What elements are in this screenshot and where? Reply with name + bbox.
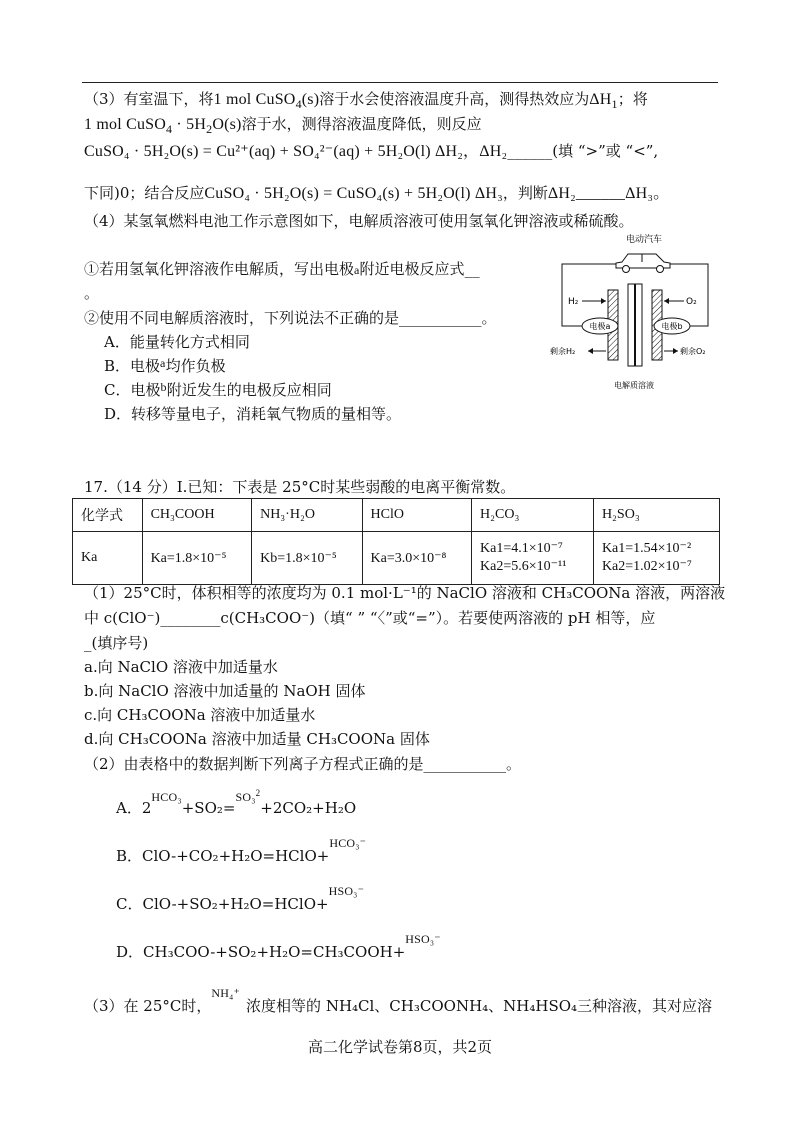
- q17-choice-a: a.向 NaClO 溶液中加适量水: [84, 658, 278, 676]
- q3-line1: [84, 88, 648, 112]
- q4-option-b-text: 均作负极: [165, 357, 226, 375]
- wire-right: [670, 264, 708, 326]
- q3-sub: 4: [295, 97, 302, 112]
- fuel-cell-diagram: [548, 232, 720, 400]
- car-icon: [616, 254, 670, 273]
- rem-o2-label: 剩余O₂: [680, 347, 706, 356]
- q17-p1-line2: 中 c(ClO⁻)________c(CH₃COO⁻)（填“ ” “〈”或“=”）。若要使两溶液的 pH 相等，应: [84, 609, 656, 627]
- q4-sub1-text-c: 附近电极反应式: [359, 260, 465, 278]
- electrode-b-label: 电极b: [661, 322, 683, 331]
- q17-option-a: [116, 788, 356, 818]
- table-cell: Kb=1.8×10⁻⁵: [252, 532, 362, 585]
- q17-option-a-ion2: [235, 790, 260, 804]
- q17-option-a-ion: HCO₃: [151, 790, 182, 804]
- q4-option-b: [104, 355, 226, 376]
- q4-option-c-symbol: b: [160, 380, 167, 394]
- q4-option-c: [104, 379, 332, 400]
- q3-reaction-2: CuSO₄ · 5H₂O(s) = CuSO₄(s) + 5H₂O(l) ΔH₃: [204, 185, 503, 202]
- q17-option-d-text: D．CH₃COO-+SO₂+H₂O=CH₃COOH+: [116, 943, 406, 961]
- q3-line1-text-e: 溶于水会使溶液温度升高，测得热效应为: [319, 90, 590, 108]
- table-header-cell: H₂CO₃: [472, 499, 594, 532]
- q3-dh1-sub: 1: [611, 97, 618, 112]
- table-cell-h2co3: [472, 532, 594, 585]
- rem-h2-label: 剩余H₂: [550, 347, 576, 356]
- electrode-a-label: 电极a: [589, 322, 611, 331]
- q17-option-b-text: B．ClO-+CO₂+H₂O=HClO+: [116, 847, 330, 865]
- q3-line3: [84, 138, 658, 161]
- h2-input-label: H₂: [568, 297, 579, 307]
- q17-option-c-ion: HSO₃⁻: [328, 884, 365, 898]
- q3-sub: 4: [166, 122, 173, 137]
- q17-heading: 17.（14 分）Ⅰ.已知：下表是 25°C时某些弱酸的电离平衡常数。: [84, 478, 516, 496]
- table-cell-line: Ka2=5.6×10⁻¹¹: [480, 559, 567, 574]
- q17-choice-b: b.向 NaClO 溶液中加适量的 NaOH 固体: [84, 682, 366, 700]
- table-header-cell: 化学式: [73, 499, 143, 532]
- q3-formula-part: · 5H: [172, 116, 207, 133]
- q4-sub2: ②使用不同电解质溶液时，下列说法不正确的是___________。: [84, 309, 497, 327]
- table-cell-line: Ka1=4.1×10⁻⁷: [480, 541, 563, 556]
- q4-sub1-blank: __: [464, 260, 480, 278]
- q17-option-d: [116, 932, 441, 962]
- q3-state: (s): [301, 91, 320, 108]
- q3-line4-text-b: ，判断: [502, 184, 548, 202]
- table-row-label: Ka: [73, 532, 143, 585]
- fuel-cell-svg: [548, 232, 720, 400]
- table-cell-line: Ka2=1.02×10⁻⁷: [601, 559, 692, 574]
- q4-option-c-prefix: C．电极: [104, 381, 161, 399]
- table-cell: Ka=1.8×10⁻⁵: [142, 532, 252, 585]
- table-cell: Ka=3.0×10⁻⁸: [362, 532, 472, 585]
- q17-p1-line1: （1）25°C时，体积相等的浓度均为 0.1 mol·L⁻¹的 NaClO 溶液和 CH₃COONa 溶液，两溶液: [84, 584, 726, 602]
- q17-p3-text: 浓度相等的 NH₄Cl、CH₃COONH₄、NH₄HSO₄三种溶液，其对应溶: [246, 997, 713, 1015]
- q3-dh2: ，ΔH₂: [463, 143, 508, 160]
- q17-option-a-prefix: A．2: [116, 799, 152, 817]
- table-header-cell: HClO: [362, 499, 472, 532]
- page-footer: 高二化学试卷第8页，共2页: [307, 1038, 493, 1056]
- q4-sub1-end: 。: [84, 284, 100, 302]
- table-row: [73, 532, 720, 585]
- q17-option-b-ion: HCO₃⁻: [329, 836, 367, 850]
- q17-p1-line3: _(填序号): [84, 634, 149, 652]
- table-header-cell: CH₃COOH: [142, 499, 252, 532]
- q4-intro: （4）某氢氧燃料电池工作示意图如下，电解质溶液可使用氢氧化钾溶液或稀硫酸。: [84, 212, 634, 230]
- ka-table: [72, 498, 720, 585]
- electrolyte-label: 电解质溶液: [614, 381, 654, 390]
- q3-compare-blank: ΔH₂______ΔH₃。: [547, 185, 670, 202]
- q4-sub1-text: ①若用氢氧化钾溶液作电解质，写出电极: [84, 260, 355, 278]
- q3-state: O(s): [212, 116, 242, 133]
- q3-fill-blank-1: ______(填 “>”或 “<”,: [507, 142, 659, 160]
- q3-formula-part: 1 mol CuSO: [213, 91, 296, 108]
- q4-sub1: [84, 258, 480, 279]
- q3-line4-text-a: 下同)0；结合反应: [84, 184, 205, 202]
- q17-choice-d: d.向 CH₃COONa 溶液中加适量 CH₃COONa 固体: [84, 730, 430, 748]
- q3-formula-cuso4: [213, 91, 320, 112]
- q3-dh1: [589, 91, 618, 112]
- table-header-cell: H₂SO₃: [593, 499, 719, 532]
- q3-line4: [84, 180, 669, 203]
- q17-option-c: [116, 884, 364, 914]
- q3-line2: [84, 113, 482, 137]
- q17-ion-base: SO₃: [235, 790, 256, 804]
- car-label: 电动汽车: [625, 235, 663, 245]
- q4-option-b-prefix: B．电极: [104, 357, 161, 375]
- q4-option-c-text: 附近发生的电极反应相同: [166, 381, 332, 399]
- table-cell-h2so3: [593, 532, 719, 585]
- q17-p3: [84, 986, 712, 1016]
- q3-formula-hydrate: [84, 116, 242, 137]
- q3-formula-part: 1 mol CuSO: [84, 116, 167, 133]
- q17-p2: （2）由表格中的数据判断下列离子方程式正确的是___________。: [84, 755, 522, 773]
- q17-option-b: [116, 836, 366, 866]
- table-header-cell: NH₃·H₂O: [252, 499, 362, 532]
- q17-choice-c: c.向 CH₃COONa 溶液中加适量水: [84, 706, 316, 724]
- q17-p3-prefix: （3）在 25°C时，: [84, 997, 212, 1015]
- o2-input-label: O₂: [686, 297, 697, 307]
- q17-option-d-ion: HSO₃⁻: [405, 932, 441, 946]
- q4-option-a: A．能量转化方式相同: [104, 333, 250, 351]
- q17-option-c-text: C．ClO-+SO₂+H₂O=HClO+: [116, 895, 329, 913]
- q3-reaction-1: CuSO₄ · 5H₂O(s) = Cu²⁺(aq) + SO₄²⁻(aq) + 5H₂O(l) ΔH₂: [84, 143, 463, 160]
- q3-line2-text: 溶于水，测得溶液温度降低，则反应: [241, 115, 482, 133]
- q17-ion-charge: 2: [255, 788, 261, 798]
- q4-option-b-symbol: a: [160, 356, 166, 370]
- q3-dh1-symbol: ΔH: [589, 91, 612, 108]
- q4-electrode-a-symbol: a: [354, 263, 360, 277]
- q3-line1-text-h: ；将: [617, 90, 648, 108]
- q17-p3-ion: NH₄⁺: [211, 986, 241, 1000]
- q3-sub: 2: [206, 122, 213, 137]
- table-cell-line: Ka1=1.54×10⁻²: [601, 541, 692, 556]
- q17-option-a-mid: +SO₂=: [181, 799, 236, 817]
- q17-option-a-tail: +2CO₂+H₂O: [260, 799, 357, 817]
- q4-option-d: D．转移等量电子，消耗氧气物质的量相等。: [104, 405, 402, 423]
- table-header-row: [73, 499, 720, 532]
- q3-line1-text-a: （3）有室温下，将: [84, 90, 214, 108]
- top-rule: [82, 82, 718, 83]
